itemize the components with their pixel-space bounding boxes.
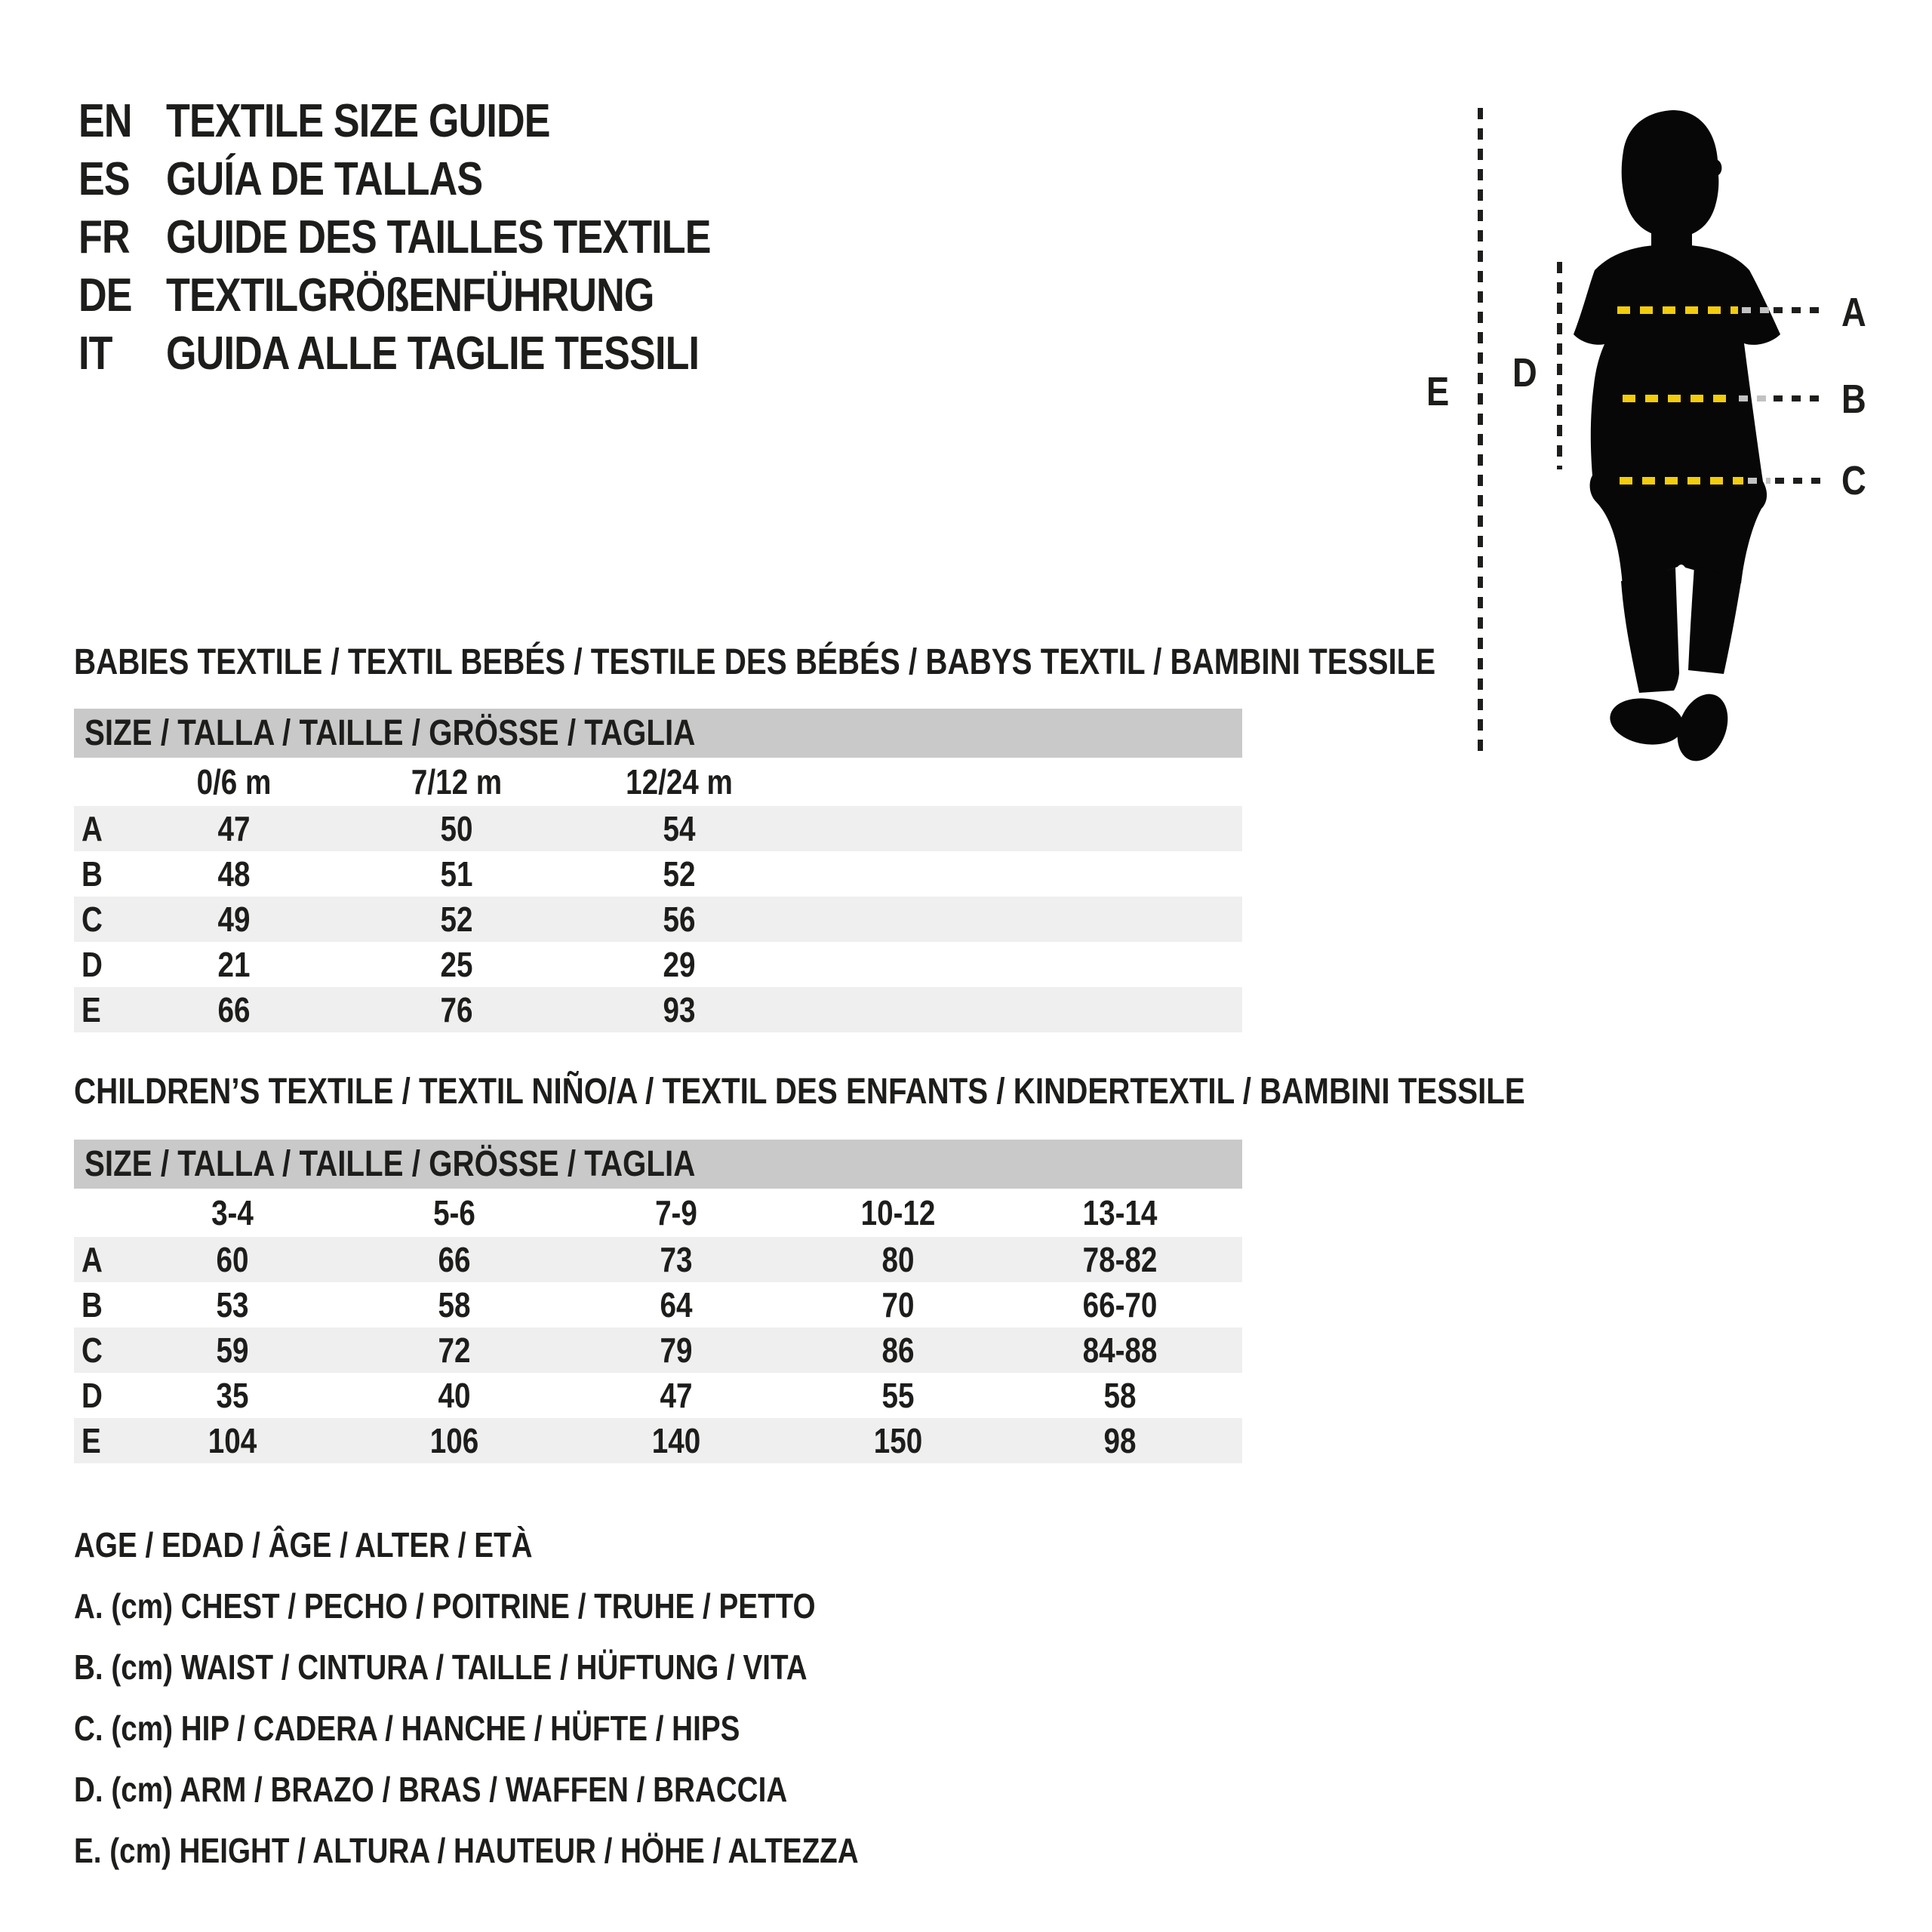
column-header: 12/24 m <box>626 762 733 801</box>
language-title <box>166 211 814 264</box>
legend-text: C. (cm) HIP / CADERA / HANCHE / HÜFTE / HIPS <box>74 1708 740 1748</box>
language-row-fr <box>78 208 814 266</box>
cell-value: 66 <box>217 990 251 1029</box>
cell-value: 84-88 <box>1082 1331 1158 1370</box>
legend-line-waist <box>74 1636 1008 1697</box>
row-label: C <box>82 1331 103 1370</box>
cell-value: 55 <box>881 1376 915 1415</box>
cell-value: 47 <box>217 809 251 848</box>
silhouette-head <box>1622 110 1722 234</box>
cell-value: 47 <box>660 1376 693 1415</box>
cell-value: 86 <box>881 1331 915 1370</box>
table-row <box>74 897 1242 942</box>
arm-measure-line <box>1557 262 1562 469</box>
language-code-text: EN <box>78 95 132 147</box>
cell-value: 76 <box>440 990 473 1029</box>
cell-value: 140 <box>651 1421 701 1460</box>
babies-column-header-row <box>74 758 1242 806</box>
language-code <box>78 269 166 322</box>
cell-value: 104 <box>208 1421 257 1460</box>
silhouette-torso-shorts <box>1574 245 1780 586</box>
cell-value: 73 <box>660 1240 693 1279</box>
language-row-en <box>78 92 814 150</box>
language-title-text: TEXTILGRÖßENFÜHRUNG <box>166 269 654 321</box>
language-row-de <box>78 266 814 325</box>
babies-size-table <box>74 709 1242 1032</box>
language-row-it <box>78 325 814 383</box>
row-label: E <box>82 1421 101 1460</box>
cell-value: 50 <box>440 809 473 848</box>
cell-value: 54 <box>663 809 696 848</box>
children-size-header-text: SIZE / TALLA / TAILLE / GRÖSSE / TAGLIA <box>85 1144 696 1184</box>
cell-value: 58 <box>438 1285 471 1324</box>
cell-value: 52 <box>440 900 473 939</box>
cell-value: 51 <box>440 854 473 894</box>
chest-leader-dotted <box>1774 307 1828 313</box>
table-row <box>74 1373 1242 1418</box>
cell-value: 48 <box>217 854 251 894</box>
column-header: 13-14 <box>1082 1193 1158 1232</box>
language-title <box>166 269 747 322</box>
legend-text: B. (cm) WAIST / CINTURA / TAILLE / HÜFTUNG / VITA <box>74 1647 808 1687</box>
table-row <box>74 1282 1242 1327</box>
cell-value: 98 <box>1103 1421 1137 1460</box>
language-code <box>78 94 166 148</box>
language-title <box>166 327 801 380</box>
marker-e-text: E <box>1426 369 1450 414</box>
cell-value: 56 <box>663 900 696 939</box>
marker-d-text: D <box>1512 350 1537 395</box>
children-size-header-bar <box>74 1140 1242 1189</box>
legend-line-hip <box>74 1697 1008 1758</box>
marker-label-arm <box>1512 350 1542 395</box>
language-title-text: GUIDE DES TAILLES TEXTILE <box>166 211 711 263</box>
cell-value: 93 <box>663 990 696 1029</box>
cell-value: 21 <box>217 945 251 984</box>
cell-value: 52 <box>663 854 696 894</box>
column-header: 7-9 <box>655 1193 697 1232</box>
language-row-es <box>78 150 814 208</box>
marker-label-hip <box>1841 458 1871 503</box>
waist-leader-gray <box>1739 395 1767 401</box>
legend-text: D. (cm) ARM / BRAZO / BRAS / WAFFEN / BRACCIA <box>74 1769 788 1809</box>
cell-value: 72 <box>438 1331 471 1370</box>
marker-a-text: A <box>1841 290 1866 335</box>
children-size-table <box>74 1140 1242 1463</box>
cell-value: 40 <box>438 1376 471 1415</box>
table-row <box>74 1418 1242 1463</box>
language-code <box>78 211 166 264</box>
measurement-legend <box>74 1514 1008 1881</box>
legend-line-height <box>74 1820 1008 1881</box>
children-section-title-text: CHILDREN’S TEXTILE / TEXTIL NIÑO/A / TEXTIL DES ENFANTS / KINDERTEXTIL / BAMBINI TESSILE <box>74 1072 1525 1112</box>
chest-leader-gray <box>1742 307 1770 313</box>
row-label: E <box>82 990 101 1029</box>
table-row <box>74 806 1242 851</box>
cell-value: 29 <box>663 945 696 984</box>
legend-line-age <box>74 1514 1008 1575</box>
legend-text: A. (cm) CHEST / PECHO / POITRINE / TRUHE / PETTO <box>74 1586 816 1626</box>
children-section-title <box>74 1071 1801 1113</box>
marker-c-text: C <box>1841 458 1866 503</box>
column-header: 0/6 m <box>196 762 272 801</box>
cell-value: 106 <box>429 1421 479 1460</box>
cell-value: 66 <box>438 1240 471 1279</box>
table-row <box>74 942 1242 987</box>
language-title-text: GUÍA DE TALLAS <box>166 153 483 205</box>
marker-label-height <box>1426 369 1454 414</box>
cell-value: 66-70 <box>1082 1285 1158 1324</box>
table-row <box>74 1327 1242 1373</box>
babies-size-header-text: SIZE / TALLA / TAILLE / GRÖSSE / TAGLIA <box>85 713 696 753</box>
cell-value: 58 <box>1103 1376 1137 1415</box>
language-code-text: FR <box>78 211 130 263</box>
hip-leader-gray <box>1748 478 1770 484</box>
language-code-text: IT <box>78 328 112 380</box>
cell-value: 60 <box>216 1240 249 1279</box>
language-title-text: GUIDA ALLE TAGLIE TESSILI <box>166 328 700 380</box>
children-column-header-row <box>74 1189 1242 1237</box>
hip-measure-line <box>1620 477 1743 485</box>
babies-size-header-bar <box>74 709 1242 758</box>
legend-line-chest <box>74 1575 1008 1636</box>
row-label: D <box>82 945 103 984</box>
row-label: B <box>82 854 103 894</box>
cell-value: 80 <box>881 1240 915 1279</box>
cell-value: 49 <box>217 900 251 939</box>
cell-value: 64 <box>660 1285 693 1324</box>
column-header: 10-12 <box>860 1193 936 1232</box>
waist-measure-line <box>1623 395 1734 402</box>
chest-measure-line <box>1617 306 1738 314</box>
hip-leader-dotted <box>1775 478 1828 484</box>
cell-value: 53 <box>216 1285 249 1324</box>
language-title-text: TEXTILE SIZE GUIDE <box>166 95 550 147</box>
cell-value: 25 <box>440 945 473 984</box>
legend-text: E. (cm) HEIGHT / ALTURA / HAUTEUR / HÖHE / ALTEZZA <box>74 1830 859 1870</box>
row-label: C <box>82 900 103 939</box>
silhouette-right-leg <box>1688 566 1741 674</box>
cell-value: 78-82 <box>1082 1240 1158 1279</box>
language-code <box>78 152 166 206</box>
column-header: 5-6 <box>433 1193 475 1232</box>
table-row <box>74 851 1242 897</box>
row-label: A <box>82 1240 103 1279</box>
legend-text: AGE / EDAD / ÂGE / ALTER / ETÀ <box>74 1524 533 1564</box>
column-header: 3-4 <box>211 1193 254 1232</box>
language-title <box>166 94 623 148</box>
language-code-text: ES <box>78 153 130 205</box>
language-code <box>78 327 166 380</box>
marker-label-waist <box>1841 377 1871 422</box>
row-label: B <box>82 1285 103 1324</box>
cell-value: 59 <box>216 1331 249 1370</box>
cell-value: 79 <box>660 1331 693 1370</box>
cell-value: 150 <box>873 1421 923 1460</box>
babies-section-title <box>74 641 1695 684</box>
language-header <box>78 92 814 383</box>
cell-value: 70 <box>881 1285 915 1324</box>
language-code-text: DE <box>78 269 132 321</box>
table-row <box>74 1237 1242 1282</box>
language-title <box>166 152 543 206</box>
table-row <box>74 987 1242 1032</box>
waist-leader-dotted <box>1774 395 1828 401</box>
marker-label-chest <box>1841 290 1871 335</box>
legend-line-arm <box>74 1758 1008 1820</box>
marker-b-text: B <box>1841 377 1866 422</box>
column-header: 7/12 m <box>411 762 503 801</box>
silhouette-left-shoe <box>1607 694 1687 750</box>
babies-section-title-text: BABIES TEXTILE / TEXTIL BEBÉS / TESTILE DES BÉBÉS / BABYS TEXTIL / BAMBINI TESSILE <box>74 642 1436 682</box>
row-label: D <box>82 1376 103 1415</box>
row-label: A <box>82 809 103 848</box>
cell-value: 35 <box>216 1376 249 1415</box>
